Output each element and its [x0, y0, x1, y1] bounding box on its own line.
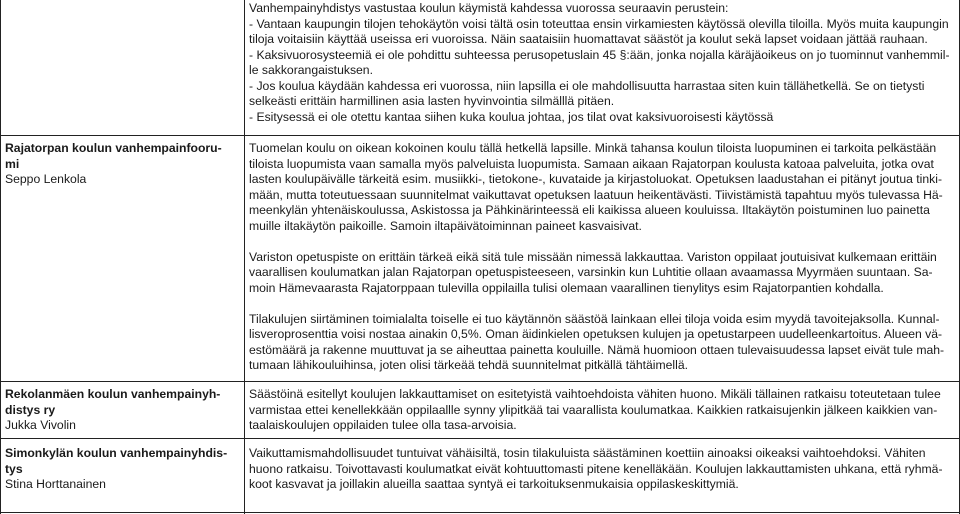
comment-line: Tuomelan koulu on oikean kokoinen koulu tällä hetkellä lapsille. Minkä tahansa koulun tiloista luopuminen ei tarkoita pelkästään	[249, 141, 937, 155]
comment-line: vaarallisen koulumatkan jalan Rajatorpan opetuspisteeseen, varsinkin kun Luhtitie ollaan avaamassa Myyrmäen suuntaan. Sa-	[249, 265, 933, 279]
table-left-border	[0, 0, 1, 514]
comment-line: varmistaa ettei kenellekkään oppilaallle synny ylipitkää tai vaarallista koulumatkaa. Kaikkien ratkaisujenkin jälkeen kaikkien van-	[249, 402, 938, 417]
organization-name: tys	[5, 461, 23, 476]
comment-line: Variston opetuspiste on erittäin tärkeä eikä sitä tule missään nimessä lakkauttaa. Variston oppilaat joutuisivat kulkemaan erittäin	[249, 249, 937, 264]
comment-line: lisveroprosenttia voisi nostaa ainakin 0,5%. Oman äidinkielen opetuksen kulujen ja opetustarpeen uudelleenkartoitus. Alueen vä-	[249, 327, 943, 341]
comment-line: Vaikuttamismahdollisuudet tuntuivat vähäisiltä, tosin tilakuluista säästäminen koettiin ainoaksi oikeaksi vaihtoehdoksi. Vähiten	[249, 446, 926, 460]
comment-line: huono ratkaisu. Toivottavasti koulumatkat eivät kohtuuttomasti pitene kenelläkään. Koulujen lakkauttamisten uhkana, että ryhmä-	[249, 461, 943, 476]
comment-line: mään, mutta toteutuessaan suunnitelmat vaikuttavat opetuksen laatuun heikentävästi. Tiivistämistä tapahtuu myös tulevassa Hä-	[249, 187, 943, 202]
comment-line: moin Hämevaarasta Rajatorppaan tulevilla oppilailla tulisi olemaan vaarallinen tienylitys esim Rajatorpantien kohdalla.	[249, 280, 884, 295]
comment-line: koot kasvavat ja joillakin alueilla saattaa syntyä ei tarkoituksenmukaisia oppilaskeskittymiä.	[249, 477, 739, 491]
comment-line: Säästöinä esitellyt koulujen lakkauttamiset on esitetyistä vaihtoehdoista vähiten huono. Mikäli tällainen ratkaisu toteutetaan tulee	[249, 387, 941, 401]
comment-line: selkeästi erittäin harmillinen asia lasten hyvinvointia silmälllä pitäen.	[249, 94, 615, 108]
comment-line: Tilakulujen siirtäminen toimialalta toiselle ei tuo käytännön säästöä lainkaan ellei tiloja voida esim myydä tavoitejaksolla. Kunnal-	[249, 311, 940, 326]
comment-line: tiloja voitaisiin käyttää useissa eri vuoroissa. Näin saataisiin huomattavat säästöt ja koulut sekä lapset voidaan jättää rauhaan.	[249, 32, 928, 46]
comment-line: tiloista luopumista vaan samalla myös palveluista luopumista. Samaan aikaan Rajatorpan koulusta katoaa palveluita, jotka ovat	[249, 156, 934, 171]
comment-line: meenkylän yhtenäiskoulussa, Askistossa ja Pähkinärinteessä eli kaikissa alueen kouluissa. Iltakäytön poistuminen luo painetta	[249, 203, 930, 217]
comment-line: tumaan lähikouluihinsa, joten olisi tärkeää tehdä suunnitelmat pitkällä tähtäimellä.	[249, 358, 689, 372]
contact-person: Seppo Lenkola	[5, 172, 87, 186]
comment-line: - Jos koulua käydään kahdessa eri vuorossa, niin lapsilla ei ole mahdollisuutta harrastaa siten kuin tällähetkellä. Se on tietysti	[249, 78, 925, 93]
comment-line: taalaiskoulujen oppilaiden tulee olla tasa-arvoisia.	[249, 418, 517, 432]
comment-line: muille iltakäytön paikoille. Samoin iltapäivätoiminnan paineet kasvaisivat.	[249, 218, 642, 233]
comment-line: - Kaksivuorosysteemiä ei ole pohdittu suhteessa perusopetuslain 45 §:ään, jonka nojalla käräjäoikeus on jo tuominnut vanhemmil-	[249, 47, 950, 62]
organization-name: Simonkylän koulun vanhempainyhdis-	[5, 446, 228, 460]
organization-name: Rajatorpan koulun vanhempainfooru-	[5, 141, 222, 155]
comment-line: Vanhempainyhdistys vastustaa koulun käymistä kahdessa vuorossa seuraavin perustein:	[249, 1, 729, 15]
organization-name: Rekolanmäen koulun vanhempainyh-	[5, 387, 221, 401]
row-2-comment-cell	[249, 387, 955, 434]
row-2-organization-cell	[5, 387, 240, 434]
comment-line: - Vantaan kaupungin tilojen tehokäytön voisi tältä osin toteuttaa ensin virkamiesten käytössä olevilla tiloilla. Myös muita kaupungin	[249, 16, 949, 31]
row-divider	[0, 381, 960, 382]
contact-person: Stina Horttanainen	[5, 477, 106, 491]
comment-line: estömäärä ja rakenne muuttuvat ja se aiheuttaa painetta kouluille. Nämä huomioon ottaen tulevaisuudessa lapset eivät tule mah-	[249, 342, 945, 357]
column-divider	[244, 0, 245, 514]
row-3-organization-cell	[5, 446, 240, 493]
row-1-organization-cell	[5, 141, 240, 188]
comment-line: - Esitysessä ei ole otettu kantaa siihen kuka koulua johtaa, jos tilat ovat kaksivuoroisesti käytössä	[249, 109, 774, 124]
row-1-comment-cell	[249, 141, 955, 374]
organization-name: mi	[5, 156, 20, 171]
organization-name: distys ry	[5, 402, 56, 417]
row-0-comment-cell	[249, 1, 955, 125]
row-3-comment-cell	[249, 446, 955, 493]
comment-line: lasten koulupäivälle tärkeitä esim. musiikki-, tietokone-, kuvataide ja kirjastoluokat. Opetuksen laadustahan ei pitänyt joutua tinki-	[249, 172, 943, 186]
table-bottom-border	[0, 512, 960, 513]
contact-person: Jukka Vivolin	[5, 418, 76, 432]
row-divider	[0, 135, 960, 136]
comment-line: le sakkorangaistuksen.	[249, 63, 373, 77]
row-divider	[0, 438, 960, 439]
